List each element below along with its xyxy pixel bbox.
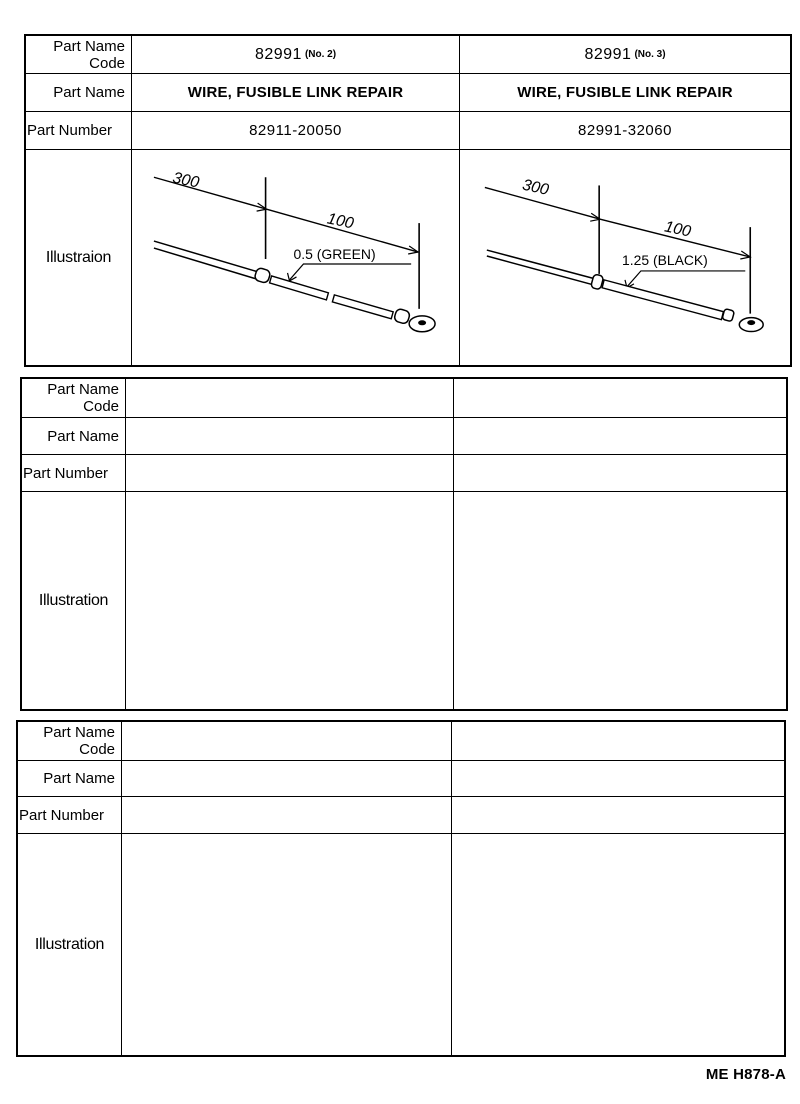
illustration-cell-col1[interactable] [122,834,452,1055]
label-part-name [26,74,132,111]
label-text: Part Name [47,381,119,398]
illustration-cell-col2 [460,150,790,365]
part-name-cell-col1[interactable] [126,418,454,454]
dimension-300: 300 [171,169,201,192]
row-illustration [22,492,786,709]
part-name-cell-col2[interactable] [452,761,784,796]
code-value: 82991 [584,45,632,63]
label-illustration [26,150,132,365]
label-text: Code [83,398,119,415]
parts-form-3 [16,720,786,1057]
code-suffix: (No. 2) [304,49,337,60]
row-part-name [18,761,784,797]
part-number-cell-col1[interactable] [126,455,454,491]
label-text: Illustration [38,592,109,609]
label-text: Illustration [34,936,105,953]
part-number-value: 82991-32060 [578,122,672,139]
illustration-cell-col1 [132,150,460,365]
part-number-cell-col2[interactable] [452,797,784,833]
label-part-name [18,761,122,796]
row-part-name-code [22,379,786,418]
row-illustration [26,150,790,365]
fusible-link-wire-diagram-green [132,149,459,366]
parts-form-1 [24,34,792,367]
label-part-name-code [26,36,132,73]
label-text: Part Name [47,427,119,445]
code-cell-col2[interactable] [452,722,784,760]
label-text: Part Number [27,122,113,139]
code-cell-col2[interactable] [454,379,786,417]
code-value: 82991 [254,45,302,63]
code-cell-col1 [132,36,460,73]
row-part-name-code [26,36,790,74]
row-part-name [26,74,790,112]
label-text: Part Name [43,724,115,741]
label-text: Code [79,741,115,758]
label-part-name [22,418,126,454]
row-part-number [18,797,784,834]
label-text: Part Name [53,37,125,55]
fusible-link-wire-diagram-black [460,149,790,366]
label-text: Part Name [53,84,125,101]
row-part-name-code [18,722,784,761]
label-part-number [26,112,132,149]
label-text: Part Name [43,770,115,787]
part-name-value: WIRE, FUSIBLE LINK REPAIR [517,84,733,101]
code-cell-col1[interactable] [122,722,452,760]
label-part-number [18,797,122,833]
code-cell-col2 [460,36,790,73]
part-number-value: 82911-20050 [249,122,342,139]
label-part-name-code [22,379,126,417]
part-number-cell-col2 [460,112,790,149]
label-text: Part Number [19,806,105,824]
row-part-number [22,455,786,492]
parts-form-2 [20,377,788,711]
label-text: Illustraion [45,249,112,266]
part-number-cell-col1 [132,112,460,149]
dimension-300: 300 [520,176,551,199]
label-illustration [18,834,122,1055]
part-name-value: WIRE, FUSIBLE LINK REPAIR [187,84,404,101]
label-part-number [22,455,126,491]
illustration-cell-col2[interactable] [454,492,786,709]
dimension-100: 100 [662,218,693,241]
label-text: Part Number [23,464,109,482]
illustration-cell-col2[interactable] [452,834,784,1055]
part-number-cell-col1[interactable] [122,797,452,833]
label-part-name-code [18,722,122,760]
label-illustration [22,492,126,709]
label-text: Code [89,54,125,72]
row-part-name [22,418,786,455]
part-name-cell-col2[interactable] [454,418,786,454]
part-name-cell-col1[interactable] [122,761,452,796]
row-part-number [26,112,790,150]
row-illustration [18,834,784,1055]
part-number-cell-col2[interactable] [454,455,786,491]
code-suffix: (No. 3) [634,49,666,60]
wire-spec-label: 0.5 (GREEN) [293,245,376,262]
code-cell-col1[interactable] [126,379,454,417]
part-name-cell-col1 [132,74,460,111]
dimension-100: 100 [325,210,356,233]
part-name-cell-col2 [460,74,790,111]
document-reference-code: ME H878-A [705,1066,786,1083]
wire-spec-label: 1.25 (BLACK) [622,251,708,268]
illustration-cell-col1[interactable] [126,492,454,709]
